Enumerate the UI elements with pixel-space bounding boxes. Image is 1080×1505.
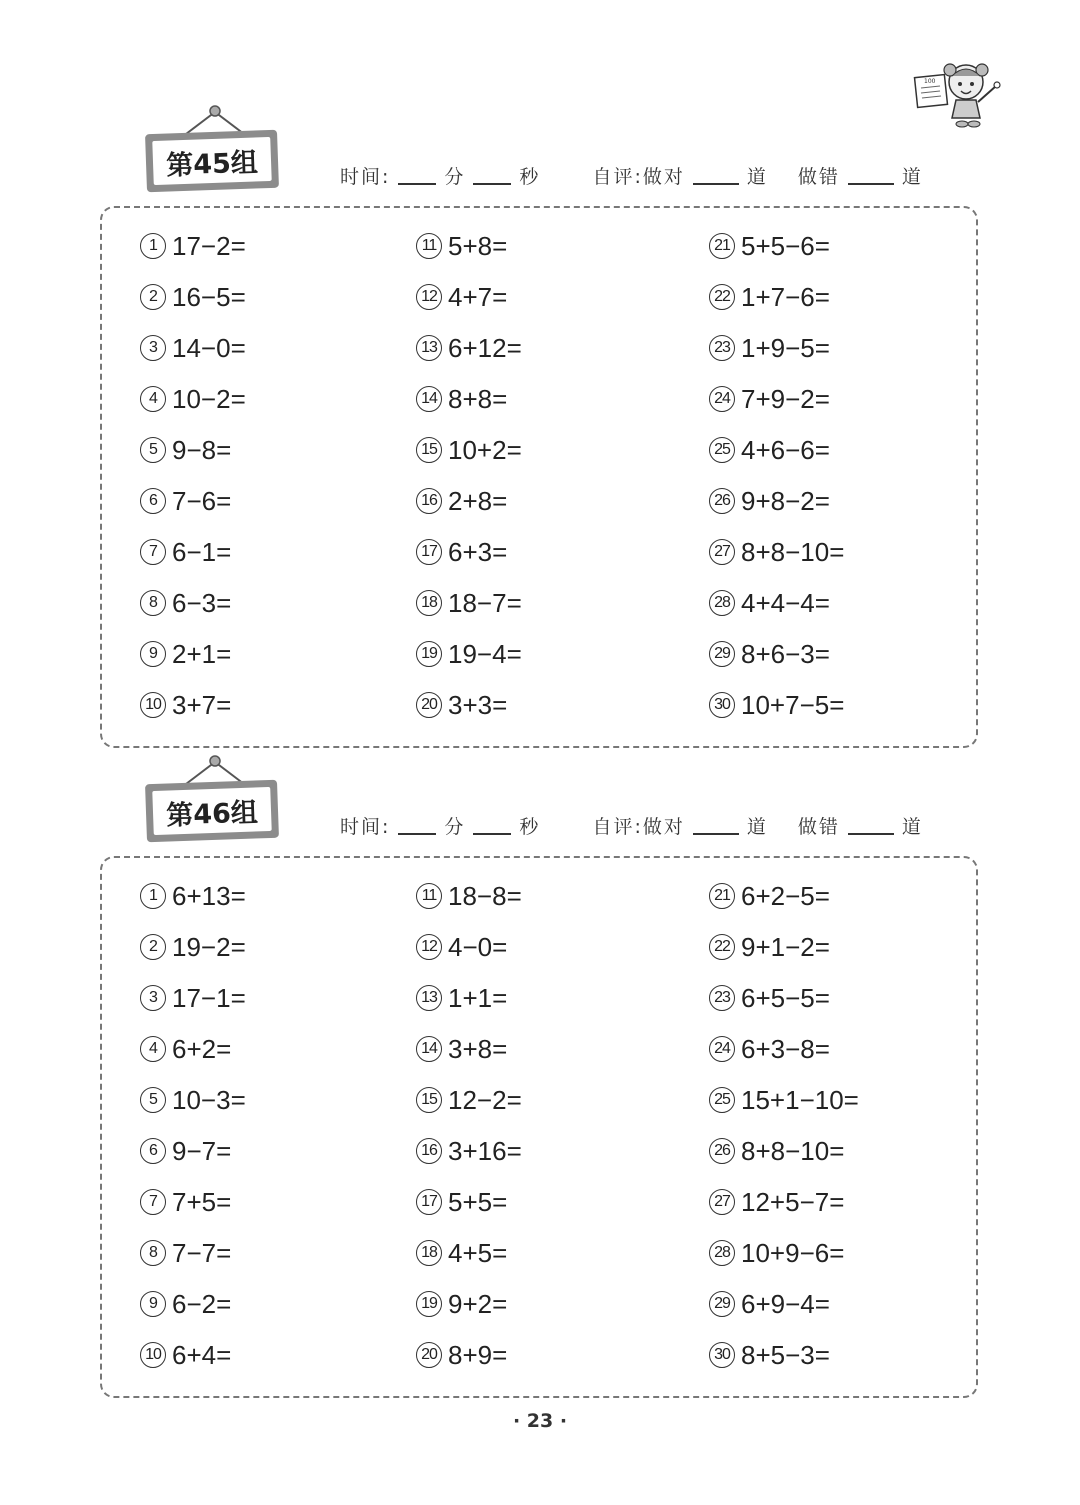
problem-number: 22 <box>709 934 735 960</box>
problem-expression: 4+6−6= <box>741 434 830 465</box>
problem-number: 6 <box>140 488 166 514</box>
problem-item <box>416 634 522 674</box>
problem-item <box>416 430 522 470</box>
problem-number: 17 <box>416 539 442 565</box>
problem-expression: 18−8= <box>448 880 522 911</box>
problem-item <box>140 978 246 1018</box>
problem-item <box>709 1131 844 1171</box>
problem-number: 14 <box>416 1036 442 1062</box>
problem-number: 23 <box>709 985 735 1011</box>
problem-number: 1 <box>140 883 166 909</box>
problem-number: 3 <box>140 985 166 1011</box>
problem-expression: 7−6= <box>172 485 232 516</box>
problem-item <box>140 927 246 967</box>
problem-item <box>140 481 231 521</box>
wrong-unit: 道 <box>901 166 923 188</box>
problem-expression: 5+8= <box>448 230 508 261</box>
problem-item <box>140 1335 231 1375</box>
problem-number: 14 <box>416 386 442 412</box>
problem-item <box>416 1335 507 1375</box>
problem-item <box>709 328 830 368</box>
problem-number: 4 <box>140 1036 166 1062</box>
problem-number: 26 <box>709 488 735 514</box>
problem-item <box>416 379 507 419</box>
problem-number: 2 <box>140 284 166 310</box>
problem-expression: 19−2= <box>172 931 246 962</box>
problem-expression: 12+5−7= <box>741 1186 845 1217</box>
problem-number: 22 <box>709 284 735 310</box>
seconds-blank[interactable] <box>473 182 511 185</box>
problem-item <box>416 1233 507 1273</box>
problem-item <box>709 379 830 419</box>
problem-number: 9 <box>140 1291 166 1317</box>
problem-expression: 7−7= <box>172 1237 232 1268</box>
problem-number: 15 <box>416 437 442 463</box>
problem-item <box>709 634 830 674</box>
problem-number: 15 <box>416 1087 442 1113</box>
problem-number: 10 <box>140 692 166 718</box>
problem-item <box>140 1029 231 1069</box>
group-title-sign <box>146 770 286 846</box>
problem-item <box>709 226 830 266</box>
problem-expression: 8+8−10= <box>741 1135 845 1166</box>
page-number: · 23 · <box>512 1410 568 1432</box>
problem-number: 27 <box>709 1189 735 1215</box>
problem-expression: 1+9−5= <box>741 332 830 363</box>
problem-item <box>709 532 844 572</box>
problem-item <box>416 1080 522 1120</box>
problem-expression: 5+5−6= <box>741 230 830 261</box>
problem-item <box>416 876 522 916</box>
minutes-blank[interactable] <box>398 182 436 185</box>
problem-number: 18 <box>416 1240 442 1266</box>
problem-expression: 17−2= <box>172 230 246 261</box>
mascot-sign-text: 100 <box>924 78 936 85</box>
problem-item <box>140 532 231 572</box>
problem-item <box>140 430 231 470</box>
problem-item <box>416 583 522 623</box>
problem-expression: 9−7= <box>172 1135 232 1166</box>
correct-label: 自评:做对 <box>592 166 685 188</box>
problem-number: 25 <box>709 437 735 463</box>
exercise-box <box>100 856 978 1398</box>
problem-expression: 3+16= <box>448 1135 522 1166</box>
problem-expression: 3+8= <box>448 1033 508 1064</box>
problem-number: 8 <box>140 590 166 616</box>
problem-number: 13 <box>416 335 442 361</box>
problem-item <box>709 1080 859 1120</box>
problem-number: 10 <box>140 1342 166 1368</box>
problem-item <box>140 1284 231 1324</box>
problem-number: 11 <box>416 233 442 259</box>
problem-item <box>709 1029 830 1069</box>
sign-frame <box>145 130 279 193</box>
minutes-blank[interactable] <box>398 832 436 835</box>
problem-item <box>140 583 231 623</box>
problem-item <box>709 1182 844 1222</box>
problem-number: 19 <box>416 641 442 667</box>
problem-item <box>140 1131 231 1171</box>
seconds-label: 秒 <box>519 816 541 838</box>
problem-number: 5 <box>140 437 166 463</box>
problem-item <box>709 1335 830 1375</box>
problem-expression: 4+7= <box>448 281 508 312</box>
problem-expression: 6−2= <box>172 1288 232 1319</box>
problem-expression: 7+9−2= <box>741 383 830 414</box>
problem-item <box>140 379 246 419</box>
group-title-sign <box>146 120 286 196</box>
problem-expression: 3+3= <box>448 689 508 720</box>
problem-expression: 8+8−10= <box>741 536 845 567</box>
problem-expression: 6+4= <box>172 1339 232 1370</box>
problem-item <box>709 430 830 470</box>
problem-number: 7 <box>140 1189 166 1215</box>
problem-expression: 9+8−2= <box>741 485 830 516</box>
problem-expression: 6+5−5= <box>741 982 830 1013</box>
problem-expression: 7+5= <box>172 1186 232 1217</box>
problem-number: 18 <box>416 590 442 616</box>
problem-expression: 18−7= <box>448 587 522 618</box>
problem-item <box>140 1233 231 1273</box>
problem-item <box>709 481 830 521</box>
problem-item <box>416 328 522 368</box>
wrong-blank[interactable] <box>848 832 894 835</box>
problem-expression: 6+2= <box>172 1033 232 1064</box>
problem-expression: 4−0= <box>448 931 508 962</box>
problem-expression: 10+9−6= <box>741 1237 845 1268</box>
problem-item <box>709 1284 830 1324</box>
problem-item <box>140 1080 246 1120</box>
problem-item <box>416 481 507 521</box>
problem-number: 12 <box>416 934 442 960</box>
problem-number: 7 <box>140 539 166 565</box>
correct-label: 自评:做对 <box>592 816 685 838</box>
score-header <box>340 812 923 839</box>
problem-number: 28 <box>709 1240 735 1266</box>
problem-number: 24 <box>709 386 735 412</box>
wrong-unit: 道 <box>901 816 923 838</box>
problem-number: 26 <box>709 1138 735 1164</box>
problem-expression: 6+2−5= <box>741 880 830 911</box>
group-title: 第46组 <box>152 787 271 835</box>
problem-number: 16 <box>416 488 442 514</box>
problem-number: 19 <box>416 1291 442 1317</box>
problem-expression: 10−2= <box>172 383 246 414</box>
problem-item <box>709 583 830 623</box>
problem-item <box>416 1029 507 1069</box>
problem-number: 4 <box>140 386 166 412</box>
problem-expression: 17−1= <box>172 982 246 1013</box>
problem-number: 16 <box>416 1138 442 1164</box>
problem-number: 5 <box>140 1087 166 1113</box>
problem-expression: 8+9= <box>448 1339 508 1370</box>
problem-item <box>416 226 507 266</box>
minutes-label: 分 <box>444 816 466 838</box>
problem-item <box>709 685 844 725</box>
problem-item <box>416 532 507 572</box>
problem-expression: 6+13= <box>172 880 246 911</box>
problem-expression: 14−0= <box>172 332 246 363</box>
problem-number: 21 <box>709 233 735 259</box>
wrong-blank[interactable] <box>848 182 894 185</box>
problem-expression: 9+1−2= <box>741 931 830 962</box>
problem-number: 20 <box>416 692 442 718</box>
problem-number: 12 <box>416 284 442 310</box>
problem-number: 28 <box>709 590 735 616</box>
correct-unit: 道 <box>746 166 768 188</box>
problem-expression: 9+2= <box>448 1288 508 1319</box>
score-header <box>340 162 923 189</box>
problem-item <box>140 277 246 317</box>
problem-item <box>416 277 507 317</box>
problem-item <box>709 876 830 916</box>
problem-expression: 12−2= <box>448 1084 522 1115</box>
problem-item <box>140 1182 231 1222</box>
problem-number: 23 <box>709 335 735 361</box>
problem-expression: 10+7−5= <box>741 689 845 720</box>
problem-item <box>140 685 231 725</box>
sign-frame <box>145 780 279 843</box>
problem-expression: 6+3= <box>448 536 508 567</box>
problem-number: 9 <box>140 641 166 667</box>
problem-expression: 8+8= <box>448 383 508 414</box>
time-label: 时间: <box>340 166 391 188</box>
problem-item <box>709 927 830 967</box>
mascot-illustration <box>912 56 1004 128</box>
problem-item <box>416 1182 507 1222</box>
problem-number: 24 <box>709 1036 735 1062</box>
problem-expression: 4+5= <box>448 1237 508 1268</box>
problem-number: 1 <box>140 233 166 259</box>
minutes-label: 分 <box>444 166 466 188</box>
problem-number: 30 <box>709 692 735 718</box>
problem-number: 3 <box>140 335 166 361</box>
problem-item <box>140 328 246 368</box>
problem-number: 29 <box>709 641 735 667</box>
problem-expression: 1+7−6= <box>741 281 830 312</box>
problem-expression: 6+3−8= <box>741 1033 830 1064</box>
time-label: 时间: <box>340 816 391 838</box>
problem-expression: 15+1−10= <box>741 1084 859 1115</box>
problem-expression: 2+1= <box>172 638 232 669</box>
problem-number: 17 <box>416 1189 442 1215</box>
wrong-label: 做错 <box>797 166 840 188</box>
problem-number: 2 <box>140 934 166 960</box>
seconds-blank[interactable] <box>473 832 511 835</box>
problem-number: 20 <box>416 1342 442 1368</box>
exercise-box <box>100 206 978 748</box>
group-title: 第45组 <box>152 137 271 185</box>
problem-number: 13 <box>416 985 442 1011</box>
problem-expression: 9−8= <box>172 434 232 465</box>
correct-unit: 道 <box>746 816 768 838</box>
problem-item <box>709 978 830 1018</box>
problem-item <box>140 226 246 266</box>
problem-item <box>416 1284 507 1324</box>
problem-expression: 6−1= <box>172 536 232 567</box>
problem-expression: 1+1= <box>448 982 508 1013</box>
problem-item <box>709 1233 844 1273</box>
problem-item <box>140 876 246 916</box>
problem-expression: 4+4−4= <box>741 587 830 618</box>
problem-expression: 6−3= <box>172 587 232 618</box>
problem-expression: 10−3= <box>172 1084 246 1115</box>
problem-item <box>416 685 507 725</box>
problem-expression: 2+8= <box>448 485 508 516</box>
problem-expression: 8+5−3= <box>741 1339 830 1370</box>
seconds-label: 秒 <box>519 166 541 188</box>
problem-expression: 16−5= <box>172 281 246 312</box>
problem-item <box>140 634 231 674</box>
problem-expression: 6+12= <box>448 332 522 363</box>
problem-item <box>416 927 507 967</box>
problem-number: 6 <box>140 1138 166 1164</box>
problem-item <box>709 277 830 317</box>
problem-expression: 5+5= <box>448 1186 508 1217</box>
correct-blank[interactable] <box>693 832 739 835</box>
problem-item <box>416 978 507 1018</box>
wrong-label: 做错 <box>797 816 840 838</box>
problem-item <box>416 1131 522 1171</box>
problem-number: 8 <box>140 1240 166 1266</box>
problem-number: 11 <box>416 883 442 909</box>
problem-number: 30 <box>709 1342 735 1368</box>
problem-expression: 10+2= <box>448 434 522 465</box>
problem-number: 29 <box>709 1291 735 1317</box>
problem-number: 21 <box>709 883 735 909</box>
problem-number: 25 <box>709 1087 735 1113</box>
problem-expression: 8+6−3= <box>741 638 830 669</box>
problem-number: 27 <box>709 539 735 565</box>
problem-expression: 6+9−4= <box>741 1288 830 1319</box>
problem-expression: 19−4= <box>448 638 522 669</box>
correct-blank[interactable] <box>693 182 739 185</box>
problem-expression: 3+7= <box>172 689 232 720</box>
